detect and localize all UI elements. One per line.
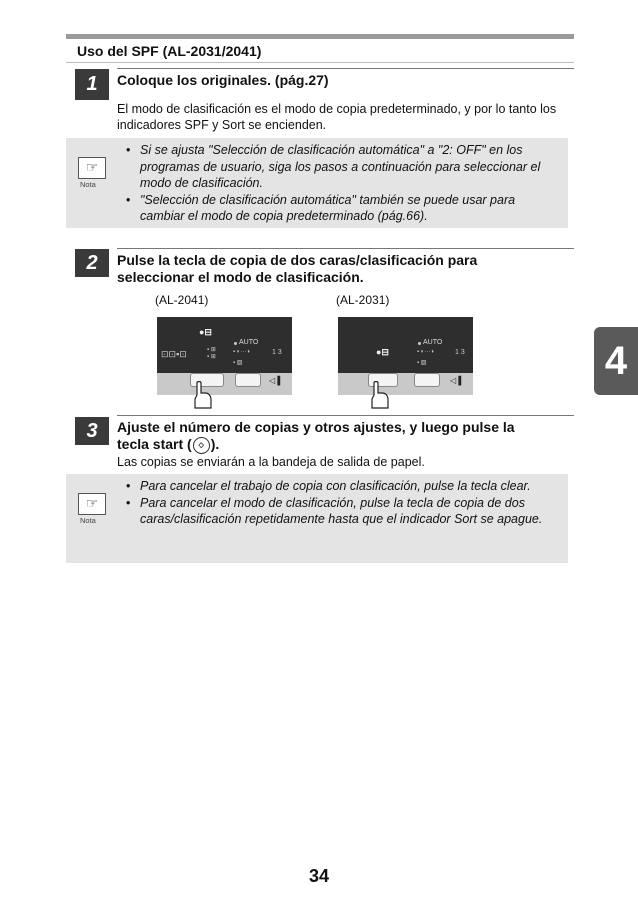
step-2-rule — [117, 248, 574, 249]
figure-label-al2031: (AL-2031) — [336, 293, 390, 307]
auto-lamp — [418, 342, 421, 345]
step-2-badge: 2 — [75, 249, 109, 277]
sort-mode-icon: ●⊟ — [199, 327, 212, 337]
pointing-finger-icon — [368, 381, 392, 409]
pointing-finger-icon — [191, 381, 215, 409]
step-2-heading-line-1: Pulse la tecla de copia de dos caras/clasificación para — [117, 252, 478, 268]
step-2-heading-line-2: seleccionar el modo de clasificación. — [117, 269, 364, 285]
pointing-hand-icon: ☞ — [78, 493, 106, 515]
copy-counter: 1 3 — [455, 349, 465, 356]
step-3-heading-line-1: Ajuste el número de copias y otros ajustes, y luego pulse la — [117, 419, 515, 435]
step-3-rule — [117, 415, 574, 416]
title-rule — [66, 62, 574, 63]
figure-label-al2041: (AL-2041) — [155, 293, 209, 307]
control-panel-al2031 — [338, 317, 473, 395]
step-1-text: El modo de clasificación es el modo de copia predeterminado, y por lo tanto los indicadores SPF y Sort se encienden. — [117, 102, 557, 132]
exposure-key[interactable] — [414, 373, 440, 387]
note-list-2 — [126, 478, 558, 528]
duplex-mode-icon: ⊡⊡▪⊡ — [161, 349, 187, 359]
exposure-key[interactable] — [235, 373, 261, 387]
note-box-2 — [66, 474, 568, 563]
step-1-badge: 1 — [75, 69, 109, 100]
step-3-text: Las copias se enviarán a la bandeja de salida de papel. — [117, 455, 425, 469]
note-list-1 — [126, 142, 558, 225]
step-1-heading: Coloque los originales. (pág.27) — [117, 72, 329, 88]
start-key-icon: ◇ — [193, 437, 210, 454]
note-box-1 — [66, 138, 568, 228]
auto-label: AUTO — [239, 339, 259, 346]
exposure-indicator: ▪ ◐···◑ — [233, 349, 251, 355]
note-item: • Si se ajusta "Selección de clasificación automática" a "2: OFF" en los programas de usuario, siga los pasos a continuación para seleccionar el modo de clasificación. — [126, 142, 558, 192]
note-label: Nota — [80, 180, 96, 189]
section-title: Uso del SPF (AL-2031/2041) — [77, 43, 262, 59]
note-item: • "Selección de clasificación automática" también se puede usar para cambiar el modo de copia predeterminado (pág.66). — [126, 192, 558, 225]
auto-lamp — [234, 342, 237, 345]
light-indicator-icon: ◁ ▌ — [269, 376, 284, 385]
step-1-rule — [117, 68, 574, 69]
control-panel-al2041 — [157, 317, 292, 395]
step-3-heading-line-2: tecla start ( ◇ ). — [117, 436, 220, 452]
page-number: 34 — [308, 866, 330, 886]
mode-lamps: ▪ ⊞ ▪ ⊞ — [207, 347, 216, 360]
note-item: • Para cancelar el trabajo de copia con clasificación, pulse la tecla clear. — [126, 478, 558, 495]
top-rule — [66, 34, 574, 39]
light-indicator-icon: ◁ ▌ — [450, 376, 465, 385]
photo-mode-icon: ▪ ▨ — [233, 360, 243, 366]
photo-mode-icon: ▪ ▨ — [417, 360, 427, 366]
auto-label: AUTO — [423, 339, 443, 346]
copy-counter: 1 3 — [272, 349, 282, 356]
sort-mode-icon: ●⊟ — [376, 347, 389, 357]
chapter-tab: 4 — [594, 327, 638, 395]
exposure-indicator: ▪ ◐···◑ — [417, 349, 435, 355]
note-label: Nota — [80, 516, 96, 525]
pointing-hand-icon: ☞ — [78, 157, 106, 179]
note-item: • Para cancelar el modo de clasificación, pulse la tecla de copia de dos caras/clasificación repetidamente hasta que el indicador Sort se apague. — [126, 495, 558, 528]
step-3-badge: 3 — [75, 417, 109, 445]
